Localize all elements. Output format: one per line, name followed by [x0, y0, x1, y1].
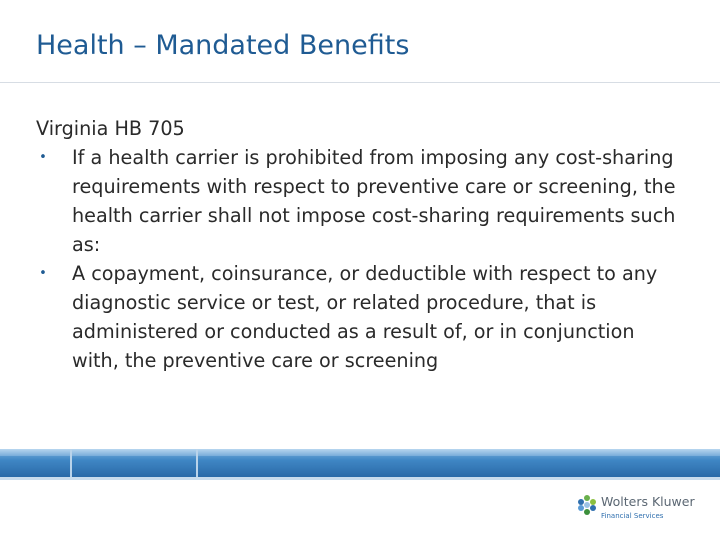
footer-band-highlight [0, 449, 720, 456]
slide-subheading: Virginia HB 705 [36, 117, 185, 140]
footer-band-divider [196, 449, 198, 477]
slide-body [36, 114, 686, 375]
wolters-kluwer-globe-icon [576, 494, 598, 516]
bullet-text: A copayment, coinsurance, or deductible with respect to any diagnostic service or test, or related procedure, that is administered or conducted as a result of, or in conjunction with, the preventive care or screening [72, 262, 658, 372]
bullet-item [36, 259, 686, 375]
bullet-icon: • [39, 266, 47, 281]
company-logo [576, 492, 700, 528]
logo-name: Wolters Kluwer [601, 494, 695, 509]
footer-band [0, 449, 720, 477]
title-divider [0, 82, 720, 83]
bullet-icon: • [39, 150, 47, 165]
bullet-text: If a health carrier is prohibited from imposing any cost-sharing requirements with respect to preventive care or screening, the health carrier shall not impose cost-sharing requirements such as: [72, 146, 676, 256]
bullet-item [36, 143, 686, 259]
footer-band-divider [70, 449, 72, 477]
slide-title: Health – Mandated Benefits [36, 30, 410, 61]
bullet-list [36, 143, 686, 375]
footer-band-shadow [0, 477, 720, 480]
logo-subtitle: Financial Services [601, 512, 664, 520]
